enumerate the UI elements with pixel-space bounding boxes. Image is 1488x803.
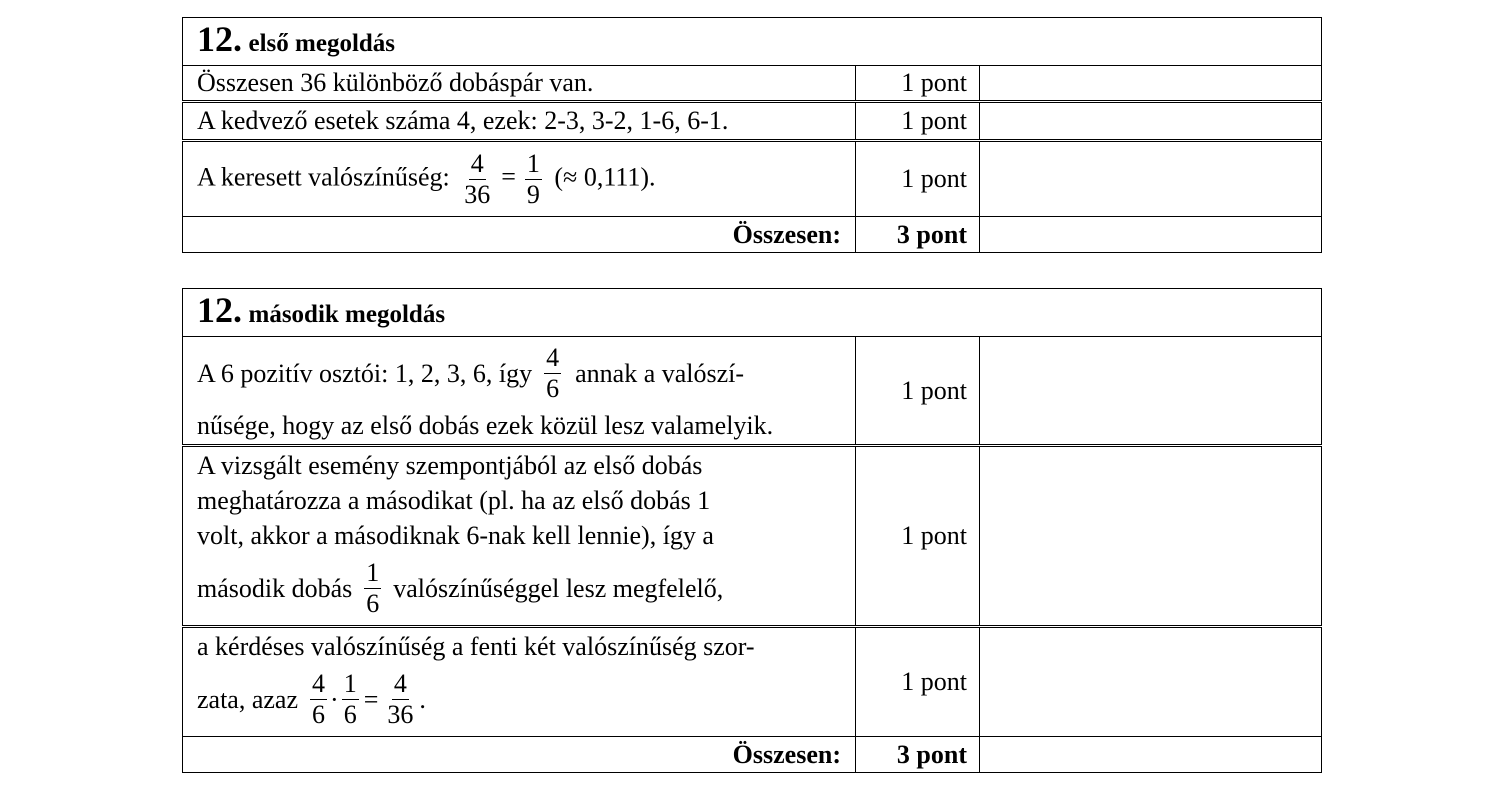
empty-cell xyxy=(980,627,1322,737)
solution-title: második megoldás xyxy=(248,301,446,328)
step-points: 1 pont xyxy=(856,446,980,627)
total-row xyxy=(183,737,1322,773)
solution-1-table xyxy=(182,17,1322,253)
total-points: 3 pont xyxy=(856,737,980,773)
denominator: 6 xyxy=(312,700,326,729)
fraction xyxy=(525,149,542,210)
numerator: 4 xyxy=(546,342,560,372)
step-text: A kedvező esetek száma 4, ezek: 2-3, 3-2, 1-6, 6-1. xyxy=(183,102,856,141)
step-text-before: zata, azaz xyxy=(197,685,299,714)
numerator: 4 xyxy=(393,669,407,698)
empty-cell xyxy=(980,446,1322,627)
step-text xyxy=(183,627,856,737)
numerator: 4 xyxy=(470,148,484,178)
numerator: 1 xyxy=(366,558,380,587)
total-label: Összesen: xyxy=(183,737,856,773)
equals-sign: = xyxy=(363,685,379,714)
fraction xyxy=(385,669,415,730)
table-row xyxy=(183,141,1322,217)
denominator: 36 xyxy=(464,179,491,209)
step-text-line: nűsége, hogy az első dobás ezek közül lesz valamelyik. xyxy=(197,411,774,440)
empty-cell xyxy=(980,66,1322,102)
step-text-line: volt, akkor a másodiknak 6-nak kell lennie), így a xyxy=(197,520,714,550)
step-text-after: valószínűséggel lesz megfelelő, xyxy=(393,574,724,603)
empty-cell xyxy=(980,737,1322,773)
denominator: 36 xyxy=(387,700,414,729)
solution-2-table xyxy=(182,288,1322,773)
table-row xyxy=(183,446,1322,627)
step-text-line: a kérdéses valószínűség a fenti két valószínűség szor- xyxy=(197,631,755,661)
fraction xyxy=(544,343,561,404)
multiply-dot: · xyxy=(330,685,339,714)
empty-cell xyxy=(980,141,1322,217)
problem-number: 12. xyxy=(197,19,242,59)
step-text-after: (≈ 0,111). xyxy=(554,161,656,191)
problem-number: 12. xyxy=(197,290,242,330)
step-text: Összesen 36 különböző dobáspár van. xyxy=(183,66,856,102)
fraction xyxy=(342,669,359,730)
numerator: 1 xyxy=(526,148,540,178)
total-points: 3 pont xyxy=(856,217,980,253)
step-text-line: A vizsgált esemény szempontjából az első dobás xyxy=(197,450,703,480)
denominator: 9 xyxy=(526,179,540,209)
empty-cell xyxy=(980,217,1322,253)
step-points: 1 pont xyxy=(856,627,980,737)
step-points: 1 pont xyxy=(856,102,980,141)
total-label: Összesen: xyxy=(183,217,856,253)
numerator: 1 xyxy=(343,669,357,698)
denominator: 6 xyxy=(343,700,357,729)
fraction xyxy=(310,669,327,730)
table-row xyxy=(183,66,1322,102)
total-row xyxy=(183,217,1322,253)
empty-cell xyxy=(980,102,1322,141)
step-text xyxy=(183,446,856,627)
equals-sign: = xyxy=(501,161,516,191)
step-text-before: második dobás xyxy=(197,574,353,603)
step-points: 1 pont xyxy=(856,337,980,446)
table-row xyxy=(183,627,1322,737)
fraction xyxy=(462,149,492,210)
step-points: 1 pont xyxy=(856,66,980,102)
step-text-before: A keresett valószínűség: xyxy=(197,161,450,191)
table-row xyxy=(183,337,1322,446)
denominator: 6 xyxy=(546,373,560,403)
numerator: 4 xyxy=(312,669,326,698)
table-row xyxy=(183,102,1322,141)
period: . xyxy=(419,685,426,714)
step-text-before: A 6 pozitív osztói: 1, 2, 3, 6, így xyxy=(197,358,533,388)
denominator: 6 xyxy=(366,589,380,618)
step-points: 1 pont xyxy=(856,141,980,217)
step-text-after: annak a valószí- xyxy=(575,358,745,388)
empty-cell xyxy=(980,337,1322,446)
solution-2-header xyxy=(183,289,1322,337)
step-text xyxy=(183,337,856,446)
step-text-line: meghatározza a másodikat (pl. ha az első dobás 1 xyxy=(197,485,711,515)
solution-title: első megoldás xyxy=(248,30,396,57)
fraction xyxy=(364,558,381,619)
step-text xyxy=(183,141,856,217)
solution-1-header xyxy=(183,18,1322,66)
